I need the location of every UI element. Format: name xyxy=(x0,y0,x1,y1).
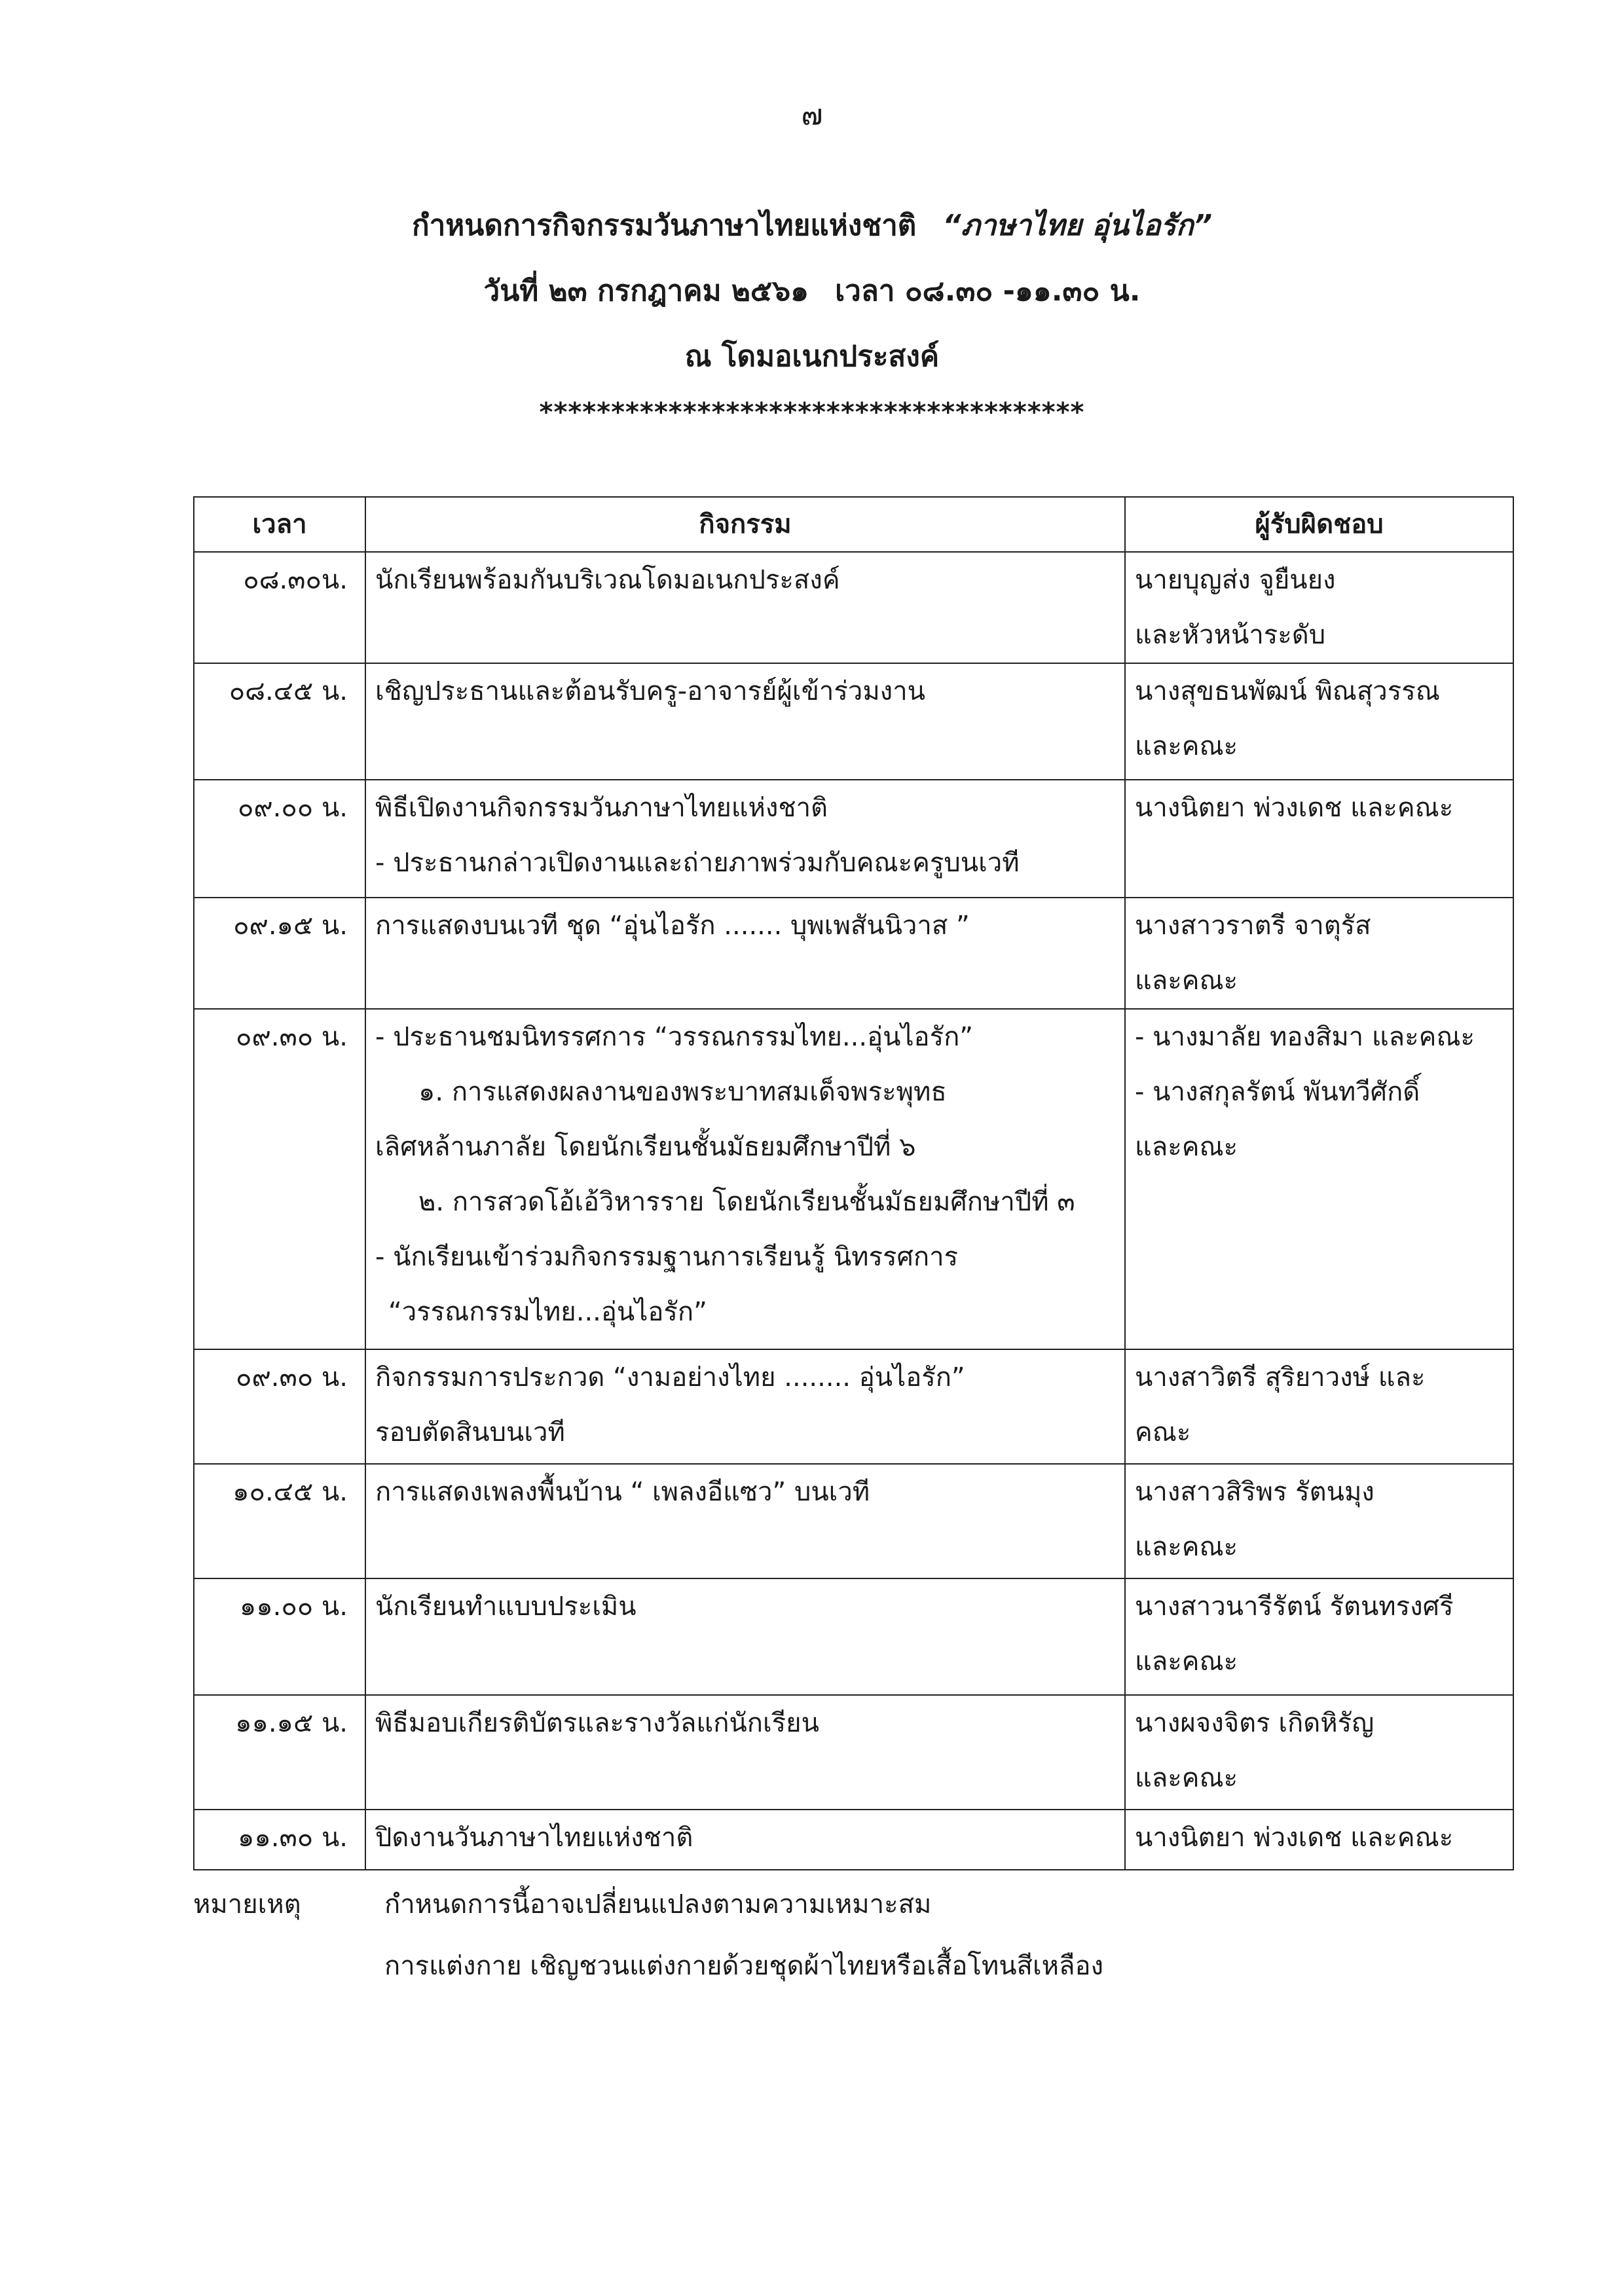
table-row xyxy=(194,1349,1513,1464)
activity-line: ๒. การสวดโอ้เอ้วิหารราย โดยนักเรียนชั้นมัธยมศึกษาปีที่ ๓ xyxy=(418,1187,1075,1217)
note-row xyxy=(193,1935,1513,1997)
activity-line: “วรรณกรรมไทย...อุ่นไอรัก” xyxy=(388,1297,707,1327)
title-main: กำหนดการกิจกรรมวันภาษาไทยแห่งชาติ xyxy=(411,209,917,242)
table-header-row xyxy=(194,497,1513,552)
note-label: หมายเหตุ xyxy=(193,1889,301,1920)
table-row xyxy=(194,898,1513,1009)
row-activity xyxy=(365,1578,1125,1695)
row-time: ๐๘.๓๐น. xyxy=(194,552,365,663)
row-activity xyxy=(365,1695,1125,1810)
row-responsible xyxy=(1125,898,1513,1009)
title-separator: ************************************** xyxy=(539,397,1085,428)
table-row xyxy=(194,1578,1513,1695)
table-row xyxy=(194,1695,1513,1810)
responsible-line: และคณะ xyxy=(1135,1132,1238,1162)
responsible-line: และหัวหน้าระดับ xyxy=(1135,620,1326,650)
activity-line: เลิศหล้านภาลัย โดยนักเรียนชั้นมัธยมศึกษาปีที่ ๖ xyxy=(375,1132,916,1162)
table-row xyxy=(194,1464,1513,1578)
activity-line: - ประธานชมนิทรรศการ “วรรณกรรมไทย...อุ่นไอรัก” xyxy=(375,1022,974,1052)
row-activity xyxy=(365,1349,1125,1464)
table-row xyxy=(194,552,1513,663)
table-row xyxy=(194,780,1513,898)
responsible-line: และคณะ xyxy=(1135,966,1238,996)
responsible-line: นางสาวราตรี จาตุรัส xyxy=(1135,911,1371,941)
activity-line: นักเรียนพร้อมกันบริเวณโดมอเนกประสงค์ xyxy=(375,565,840,595)
header-responsible: ผู้รับผิดชอบ xyxy=(1125,497,1513,552)
title-time: เวลา ๐๘.๓๐ -๑๑.๓๐ น. xyxy=(835,274,1141,308)
responsible-line: นางนิตยา พ่วงเดช และคณะ xyxy=(1135,1823,1454,1853)
title-line-2 xyxy=(0,259,1624,324)
row-time: ๐๙.๓๐ น. xyxy=(194,1349,365,1464)
activity-line: นักเรียนทำแบบประเมิน xyxy=(375,1592,637,1622)
row-responsible xyxy=(1125,1009,1513,1349)
responsible-line: และคณะ xyxy=(1135,731,1238,761)
row-responsible xyxy=(1125,1464,1513,1578)
row-time: ๐๙.๐๐ น. xyxy=(194,780,365,898)
row-activity xyxy=(365,1810,1125,1870)
responsible-line: คณะ xyxy=(1135,1417,1191,1448)
schedule-table xyxy=(193,496,1514,1870)
responsible-line: - นางมาลัย ทองสิมา และคณะ xyxy=(1135,1022,1475,1052)
table-row xyxy=(194,1009,1513,1349)
row-time: ๑๑.๐๐ น. xyxy=(194,1578,365,1695)
activity-line: การแสดงบนเวที ชุด “อุ่นไอรัก ....... บุพเพสันนิวาส ” xyxy=(375,911,970,941)
row-responsible xyxy=(1125,1810,1513,1870)
note-row xyxy=(193,1874,1513,1935)
header-activity: กิจกรรม xyxy=(365,497,1125,552)
row-activity xyxy=(365,552,1125,663)
row-time: ๐๙.๓๐ น. xyxy=(194,1009,365,1349)
note-text: กำหนดการนี้อาจเปลี่ยนแปลงตามความเหมาะสม xyxy=(384,1889,932,1920)
title-date: วันที่ ๒๓ กรกฎาคม ๒๕๖๑ xyxy=(483,274,809,308)
row-time: ๑๑.๓๐ น. xyxy=(194,1810,365,1870)
document-title xyxy=(0,193,1624,435)
responsible-line: และคณะ xyxy=(1135,1647,1238,1677)
activity-line: - ประธานกล่าวเปิดงานและถ่ายภาพร่วมกับคณะครูบนเวที xyxy=(375,848,1020,878)
activity-line: กิจกรรมการประกวด “งามอย่างไทย ........ อุ่นไอรัก” xyxy=(375,1362,965,1393)
row-responsible xyxy=(1125,663,1513,780)
title-quote: “ภาษาไทย อุ่นไอรัก” xyxy=(942,209,1213,242)
row-time: ๑๐.๔๕ น. xyxy=(194,1464,365,1578)
responsible-line: นางสุขธนพัฒน์ พิณสุวรรณ xyxy=(1135,676,1440,706)
activity-line: พิธีมอบเกียรติบัตรและรางวัลแก่นักเรียน xyxy=(375,1708,819,1738)
row-time: ๑๑.๑๕ น. xyxy=(194,1695,365,1810)
header-time: เวลา xyxy=(194,497,365,552)
title-line-3 xyxy=(0,324,1624,390)
activity-line: การแสดงเพลงพื้นบ้าน “ เพลงอีแซว” บนเวที xyxy=(375,1477,870,1507)
table-row xyxy=(194,1810,1513,1870)
row-responsible xyxy=(1125,1578,1513,1695)
row-activity xyxy=(365,780,1125,898)
note-text: การแต่งกาย เชิญชวนแต่งกายด้วยชุดผ้าไทยหรือเสื้อโทนสีเหลือง xyxy=(384,1951,1104,1981)
responsible-line: นางนิตยา พ่วงเดช และคณะ xyxy=(1135,793,1454,823)
responsible-line: นางสาวสิริพร รัตนมุง xyxy=(1135,1477,1375,1507)
responsible-line: นางสาวิตรี สุริยาวงษ์ และ xyxy=(1135,1362,1426,1393)
row-activity xyxy=(365,1464,1125,1578)
table-row xyxy=(194,663,1513,780)
responsible-line: และคณะ xyxy=(1135,1763,1238,1793)
activity-line: เชิญประธานและต้อนรับครู-อาจารย์ผู้เข้าร่วมงาน xyxy=(375,676,926,706)
row-responsible xyxy=(1125,552,1513,663)
title-line-1 xyxy=(0,193,1624,259)
responsible-line: นายบุญส่ง จูยืนยง xyxy=(1135,565,1336,595)
row-activity xyxy=(365,1009,1125,1349)
responsible-line: นางผจงจิตร เกิดหิรัญ xyxy=(1135,1708,1375,1738)
responsible-line: นางสาวนารีรัตน์ รัตนทรงศรี xyxy=(1135,1592,1454,1622)
notes-section xyxy=(193,1874,1513,1997)
activity-line: พิธีเปิดงานกิจกรรมวันภาษาไทยแห่งชาติ xyxy=(375,793,828,823)
row-time: ๐๘.๔๕ น. xyxy=(194,663,365,780)
responsible-line: - นางสกุลรัตน์ พันทวีศักดิ์ xyxy=(1135,1077,1420,1107)
row-responsible xyxy=(1125,1349,1513,1464)
row-activity xyxy=(365,663,1125,780)
activity-line: รอบตัดสินบนเวที xyxy=(375,1417,565,1448)
page-number: ๗ xyxy=(801,98,823,132)
activity-line: ๑. การแสดงผลงานของพระบาทสมเด็จพระพุทธ xyxy=(418,1077,947,1107)
title-venue: ณ โดมอเนกประสงค์ xyxy=(684,340,940,373)
row-responsible xyxy=(1125,1695,1513,1810)
row-time: ๐๙.๑๕ น. xyxy=(194,898,365,1009)
activity-line: - นักเรียนเข้าร่วมกิจกรรมฐานการเรียนรู้ นิทรรศการ xyxy=(375,1242,959,1272)
row-activity xyxy=(365,898,1125,1009)
responsible-line: และคณะ xyxy=(1135,1532,1238,1562)
row-responsible xyxy=(1125,780,1513,898)
activity-line: ปิดงานวันภาษาไทยแห่งชาติ xyxy=(375,1823,693,1853)
